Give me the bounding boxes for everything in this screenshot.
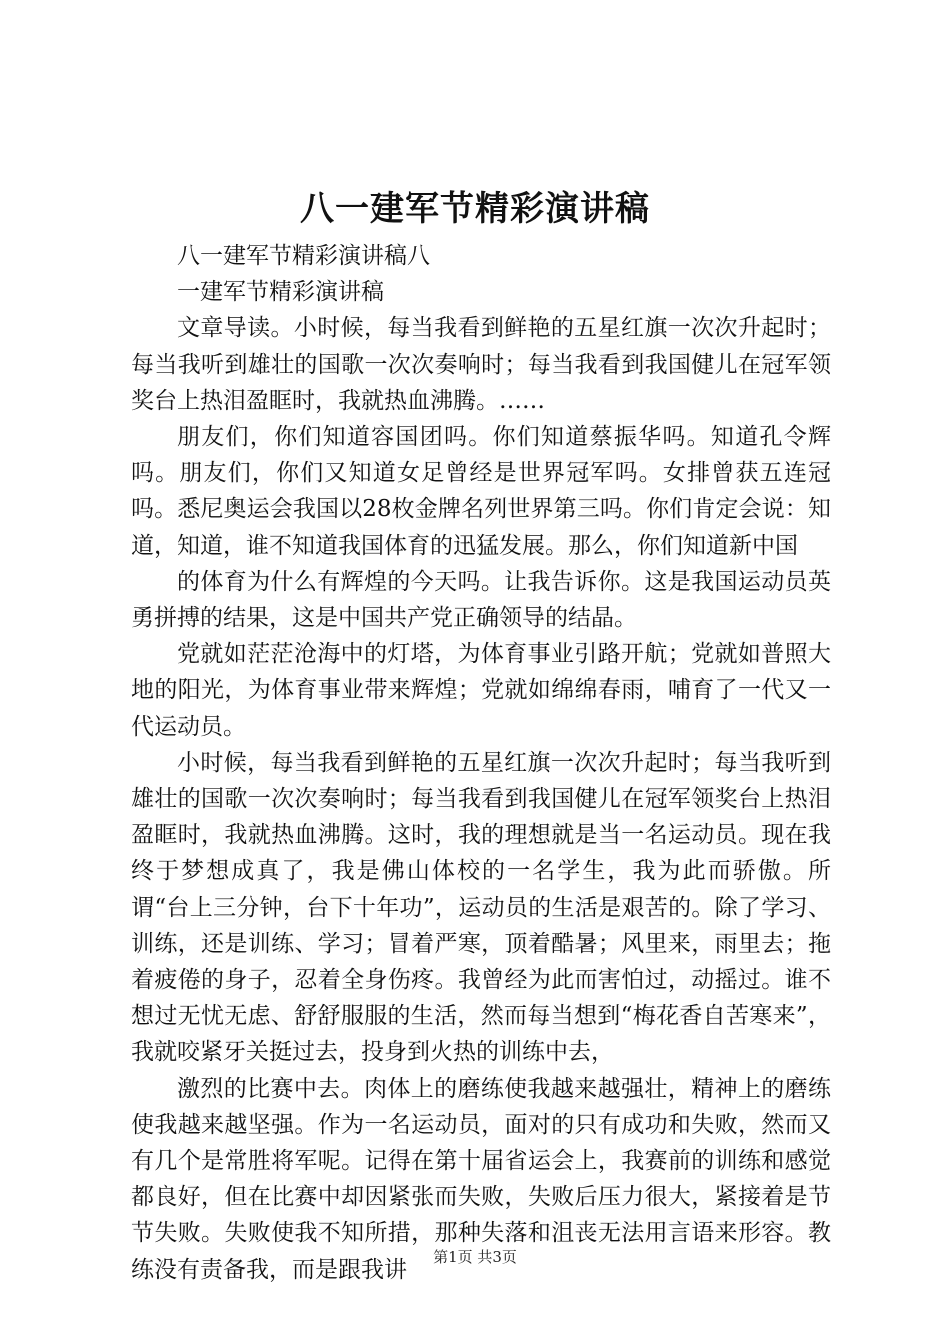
paragraph: 的体育为什么有辉煌的今天吗。让我告诉你。这是我国运动员英勇拼搏的结果，这是中国共产党正确领导的结晶。 [131, 568, 831, 632]
paragraph: 党就如茫茫沧海中的灯塔，为体育事业引路开航；党就如普照大地的阳光，为体育事业带来辉煌；党就如绵绵春雨，哺育了一代又一代运动员。 [131, 641, 831, 740]
document-title: 八一建军节精彩演讲稿 [300, 189, 650, 229]
paragraph: 八一建军节精彩演讲稿八 [177, 243, 430, 269]
page-footer: 第1页 共3页 [433, 1248, 517, 1266]
paragraph: 文章导读。小时候，每当我看到鲜艳的五星红旗一次次升起时；每当我听到雄壮的国歌一次次奏响时；每当我看到我国健儿在冠军领奖台上热泪盈眶时，我就热血沸腾。…… [131, 315, 831, 414]
paragraph: 激烈的比赛中去。肉体上的磨练使我越来越强壮，精神上的磨练使我越来越坚强。作为一名运动员，面对的只有成功和失败，然而又有几个是常胜将军呢。记得在第十届省运会上，我赛前的训练和感觉都良好，但在比赛中却因紧张而失败，失败后压力很大，紧接着是节节失败。失败使我不知所措，那种失落和沮丧无法用言语来形容。教练没有责备我，而是跟我讲 [131, 1075, 831, 1283]
paragraph: 小时候，每当我看到鲜艳的五星红旗一次次升起时；每当我听到雄壮的国歌一次次奏响时；每当我看到我国健儿在冠军领奖台上热泪盈眶时，我就热血沸腾。这时，我的理想就是当一名运动员。现在我终于梦想成真了，我是佛山体校的一名学生，我为此而骄傲。所谓“台上三分钟，台下十年功”，运动员的生活是艰苦的。除了学习、训练，还是训练、学习；冒着严寒，顶着酷暑；风里来，雨里去；拖着疲倦的身子，忍着全身伤疼。我曾经为此而害怕过，动摇过。谁不想过无忧无虑、舒舒服服的生活，然而每当想到“梅花香自苦寒来”，我就咬紧牙关挺过去，投身到火热的训练中去， [131, 749, 831, 1066]
document-body [131, 238, 831, 1288]
paragraph: 一建军节精彩演讲稿 [177, 279, 384, 306]
paragraph: 朋友们，你们知道容国团吗。你们知道蔡振华吗。知道孔令辉吗。朋友们，你们又知道女足曾经是世界冠军吗。女排曾获五连冠吗。悉尼奥运会我国以28枚金牌名列世界第三吗。你们肯定会说：知道，知道，谁不知道我国体育的迅猛发展。那么，你们知道新中国 [131, 424, 831, 559]
